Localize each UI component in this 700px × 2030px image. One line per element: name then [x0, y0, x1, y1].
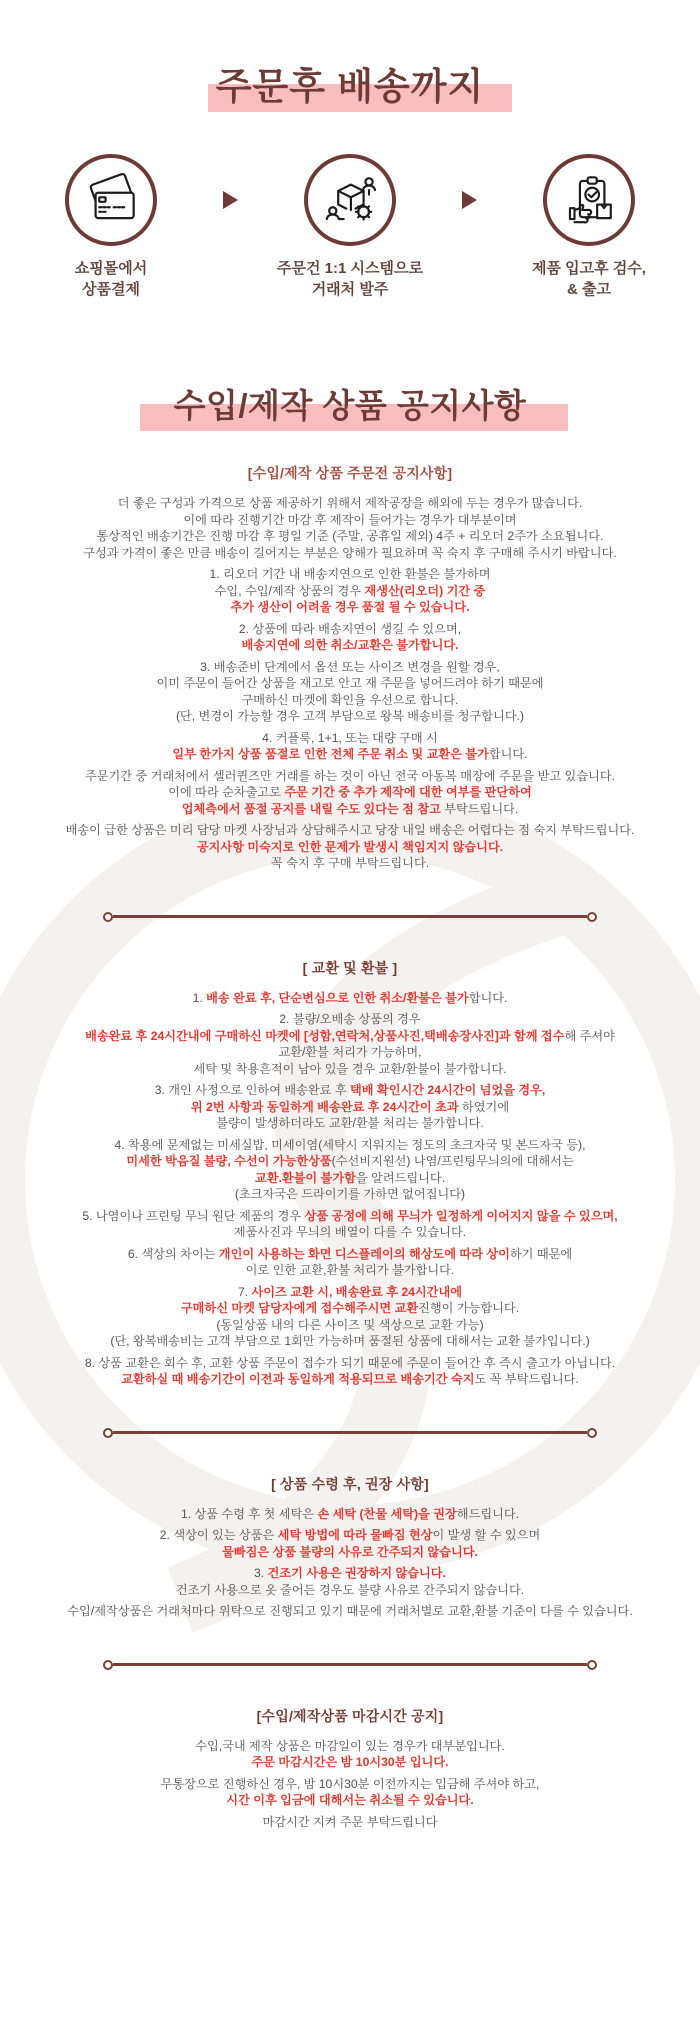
page-title-notice	[0, 380, 700, 427]
text-segment: 수입,국내 제작 상품은 마감일이 있는 경우가 대부분입니다.	[195, 1738, 505, 1753]
text-segment: 해 주셔야	[564, 1028, 615, 1043]
text-segment: 을 알려드립니다.	[355, 1170, 446, 1185]
notice-block	[38, 1603, 662, 1620]
section-divider	[103, 912, 597, 922]
text-segment: 1. 상품 수령 후 첫 세탁은	[180, 1506, 318, 1521]
notice-section	[0, 463, 700, 872]
text-segment: 꼭 숙지 후 구매 부탁드립니다.	[270, 856, 430, 870]
process-step	[23, 154, 199, 300]
text-segment: 6. 색상의 차이는	[127, 1246, 219, 1261]
divider-dot	[587, 912, 597, 922]
text-segment: 세탁 및 착용흔적이 남아 있을 경우 교환/환불이 불가합니다.	[193, 1061, 507, 1076]
divider-line	[113, 1663, 587, 1666]
text-segment: 교환.환불이 불가함	[254, 1170, 356, 1185]
text-segment: 업체측에서 품절 공지를 내릴 수도 있다는 점 참고	[181, 801, 445, 816]
text-segment: 마감시간 지켜 주문 부탁드립니다	[262, 1814, 438, 1829]
notice-block	[38, 1506, 662, 1523]
text-segment: 부탁드립니다.	[444, 801, 519, 816]
text-segment: (동일상품 내의 다른 사이즈 및 색상으로 교환 가능)	[216, 1317, 484, 1332]
text-segment: 배송이 급한 상품은 미리 담당 마켓 사장님과 상담해주시고 당장 내일 배송은 어렵다는 점 숙지 부탁드립니다.	[65, 823, 635, 837]
notice-block	[38, 1565, 662, 1598]
text-segment: 택배 확인시간 24시간이 넘었을 경우,	[350, 1083, 546, 1097]
text-segment: 시간 이후 입금에 대해서는 취소될 수 있습니다.	[226, 1793, 474, 1807]
notice-block	[38, 659, 662, 725]
notice-block	[38, 822, 662, 872]
process-step	[501, 154, 677, 300]
notice-sections	[0, 463, 700, 1830]
notice-block	[38, 1011, 662, 1077]
text-segment: 재생산(리오더) 기간 중	[364, 583, 486, 598]
text-segment: 추가 생산이 어려울 경우 품절 될 수 있습니다.	[230, 600, 470, 614]
notice-block	[38, 990, 662, 1007]
text-segment: (단, 왕복배송비는 고객 부담으로 1회만 가능하며 품절된 상품에 대해서는 교환 불가입니다.)	[110, 1334, 590, 1348]
text-segment: 4. 착용에 문제없는 미세실밥, 미세이염(세탁시 지워지는 정도의 초크자국 및 본드자국 등),	[114, 1137, 586, 1152]
text-segment: 5. 나염이나 프린팅 무늬 원단 제품의 경우	[82, 1208, 305, 1223]
process-step-label: 주문건 1:1 시스템으로 거래처 발주	[277, 260, 423, 298]
text-segment: 더 좋은 구성과 가격으로 상품 제공하기 위해서 제작공장을 해외에 두는 경우가 많습니다.	[117, 496, 583, 510]
text-segment: 교환하실 때 배송기간이 이전과 동일하게 적용되므로 배송기간 숙지	[121, 1372, 475, 1386]
notice-block	[38, 1082, 662, 1132]
text-segment: 배송완료 후 24시간내에 구매하신 마켓에 [성함,연락처,상품사진,택배송장사진]과 함께 접수	[85, 1028, 565, 1043]
notice-section-header: [ 상품 수령 후, 권장 사항]	[271, 1475, 429, 1492]
text-segment: 3. 배송준비 단계에서 옵션 또는 사이즈 변경을 원할 경우,	[200, 659, 500, 674]
page-title-notice-text: 수입/제작 상품 공지사항	[174, 380, 527, 427]
arrow-right-icon	[223, 191, 238, 209]
notice-block	[38, 1776, 662, 1809]
text-segment: 해드립니다.	[456, 1506, 520, 1521]
text-segment: 주문 기간 중 추가 제작에 대한 여부를 판단하여	[284, 785, 532, 799]
divider-dot	[587, 1428, 597, 1438]
notice-block	[38, 566, 662, 616]
notice-section-header: [수입/제작 상품 주문전 공지사항]	[247, 465, 453, 481]
text-segment: 이로 인한 교환,환불 처리가 불가합니다.	[245, 1263, 455, 1277]
text-segment: 하기 때문에	[509, 1246, 573, 1261]
text-segment: 주문기간 중 거래처에서 셀러퀸즈만 거래를 하는 것이 아닌 전국 아동복 매장에 주문을 받고 있습니다.	[84, 768, 616, 783]
text-segment: 교환/환불 처리가 가능하며,	[278, 1045, 422, 1059]
text-segment: 통상적인 배송기간은 진행 마감 후 평일 기준 (주말, 공휴일 제외) 4주 + 리오더 2주가 소요됩니다.	[96, 529, 604, 543]
notice-section	[0, 1474, 700, 1620]
notice-block	[38, 495, 662, 561]
notice-block	[38, 1355, 662, 1388]
text-segment: 수입/제작상품은 거래처마다 위탁으로 진행되고 있기 때문에 거래처별로 교환,환불 기준이 다를 수 있습니다.	[67, 1604, 633, 1618]
page-title-main	[0, 56, 700, 110]
notice-block	[38, 1208, 662, 1241]
notice-block	[38, 730, 662, 763]
text-segment: 주문 마감시간은 밤 10시30분 입니다.	[251, 1755, 449, 1769]
notice-section-header: [ 교환 및 환불 ]	[302, 959, 398, 976]
text-segment: 이에 따라 순차출고로	[168, 785, 285, 799]
text-segment: 세탁 방법에 따라 물빠짐 현상	[277, 1528, 433, 1542]
text-segment: 4. 커플룩, 1+1, 또는 대량 구매 시	[262, 730, 438, 745]
divider-dot	[103, 912, 113, 922]
text-segment: (수선비지원선) 나염/프린팅무늬의에 대해서는	[331, 1154, 574, 1168]
text-segment: 2. 색상이 있는 상품은	[159, 1528, 278, 1542]
text-segment: 7.	[237, 1284, 252, 1299]
text-segment: 3. 개인 사정으로 인하여 배송완료 후	[154, 1083, 350, 1097]
text-segment: 일부 한가지 상품 품절로 인한 전체 주문 취소 및 교환은 불가	[172, 747, 489, 761]
text-segment: 물빠짐은 상품 불량의 사유로 간주되지 않습니다.	[222, 1544, 478, 1559]
process-step	[262, 154, 438, 300]
text-segment: 이에 따라 진행기간 마감 후 제작이 들어가는 경우가 대부분이며	[183, 512, 517, 527]
process-step-label: 쇼핑몰에서 상품결제	[74, 260, 148, 298]
divider-dot	[587, 1660, 597, 1670]
text-segment: 2. 불량/오배송 상품의 경우	[279, 1012, 421, 1026]
text-segment: 상품 공정에 의해 무늬가 일정하게 이어지지 않을 수 있으며,	[304, 1208, 618, 1223]
text-segment: 건조기 사용은 권장하지 않습니다.	[267, 1566, 446, 1580]
text-segment: 2. 상품에 따라 배송지연이 생길 수 있으며,	[238, 621, 462, 636]
inspection-icon	[543, 154, 635, 246]
divider-dot	[103, 1428, 113, 1438]
text-segment: 제품사진과 무늬의 배열이 다를 수 있습니다.	[233, 1225, 467, 1239]
process-steps	[0, 154, 700, 300]
divider-dot	[103, 1660, 113, 1670]
text-segment: 손 세탁 (찬물 세탁)을 권장	[317, 1506, 457, 1521]
notice-block	[38, 1527, 662, 1560]
process-step-label: 제품 입고후 검수, & 출고	[532, 260, 646, 298]
section-divider	[103, 1660, 597, 1670]
page-title-main-text: 주문후 배송까지	[216, 56, 484, 110]
text-segment: 진행이 가능합니다.	[418, 1301, 520, 1315]
text-segment: 1.	[192, 990, 207, 1005]
notice-block	[38, 1284, 662, 1350]
notice-section-header: [수입/제작상품 마감시간 공지]	[256, 1707, 444, 1724]
order-system-icon	[304, 154, 396, 246]
divider-line	[113, 1431, 587, 1434]
text-segment: 불량이 발생하더라도 교환/환불 처리는 불가합니다.	[216, 1116, 484, 1130]
text-segment: 공지사항 미숙지로 인한 문제가 발생시 책임지지 않습니다.	[196, 839, 504, 854]
text-segment: 이미 주문이 들어간 상품을 재고로 안고 재 주문을 넣어드려야 하기 때문에	[156, 676, 544, 690]
text-segment: 구성과 가격이 좋은 만큼 배송이 길어지는 부분은 양해가 필요하며 꼭 숙지 후 구매해 주시기 바랍니다.	[83, 545, 617, 560]
text-segment: 수입, 수입/제작 상품의 경우	[214, 583, 365, 598]
text-segment: 무통장으로 진행하신 경우, 밤 10시30분 이전까지는 입금해 주셔야 하고,	[160, 1776, 540, 1791]
notice-section	[0, 1706, 700, 1831]
text-segment: 배송지연에 의한 취소/교환은 불가합니다.	[241, 638, 459, 652]
notice-block	[38, 1137, 662, 1203]
notice-block	[38, 1246, 662, 1279]
arrow-right-icon	[462, 191, 477, 209]
notice-section	[0, 958, 700, 1388]
text-segment: (초크자국은 드라이기를 가하면 없어집니다)	[234, 1187, 466, 1201]
notice-block	[38, 1738, 662, 1771]
text-segment: 하였기에	[462, 1099, 510, 1114]
text-segment: 8. 상품 교환은 회수 후, 교환 상품 주문이 접수가 되기 때문에 주문이 들어간 후 즉시 출고가 아닙니다.	[84, 1355, 616, 1370]
text-segment: 합니다.	[468, 990, 508, 1005]
credit-card-icon	[65, 154, 157, 246]
text-segment: (단, 변경이 가능할 경우 고객 부담으로 왕복 배송비를 청구합니다.)	[175, 709, 525, 723]
section-divider	[103, 1428, 597, 1438]
text-segment: 배송 완료 후, 단순변심으로 인한 취소/환불은 불가	[206, 990, 469, 1005]
notice-block	[38, 621, 662, 654]
text-segment: 사이즈 교환 시, 배송완료 후 24시간내에	[251, 1284, 463, 1299]
notice-block	[38, 1814, 662, 1831]
text-segment: 미세한 박음질 불량, 수선이 가능한상품	[126, 1154, 332, 1168]
text-segment: 구매하신 마켓에 확인을 우선으로 합니다.	[241, 692, 459, 707]
text-segment: 1. 리오더 기간 내 배송지연으로 인한 환불은 불가하며	[209, 567, 491, 581]
text-segment: 구매하신 마켓 담당자에게 접수해주시면 교환	[180, 1301, 419, 1315]
text-segment: 개인이 사용하는 화면 디스플레이의 해상도에 따라 상이	[218, 1246, 510, 1261]
divider-line	[113, 915, 587, 918]
text-segment: 3.	[254, 1566, 268, 1580]
text-segment: 이 발생 할 수 있으며	[432, 1528, 541, 1542]
text-segment: 건조기 사용으로 옷 줄어든 경우도 불량 사유로 간주되지 않습니다.	[175, 1582, 525, 1597]
text-segment: 합니다.	[488, 747, 528, 761]
text-segment: 도 꼭 부탁드립니다.	[474, 1372, 579, 1386]
notice-block	[38, 768, 662, 818]
text-segment: 위 2번 사항과 동일하게 배송완료 후 24시간이 초과	[190, 1099, 463, 1114]
